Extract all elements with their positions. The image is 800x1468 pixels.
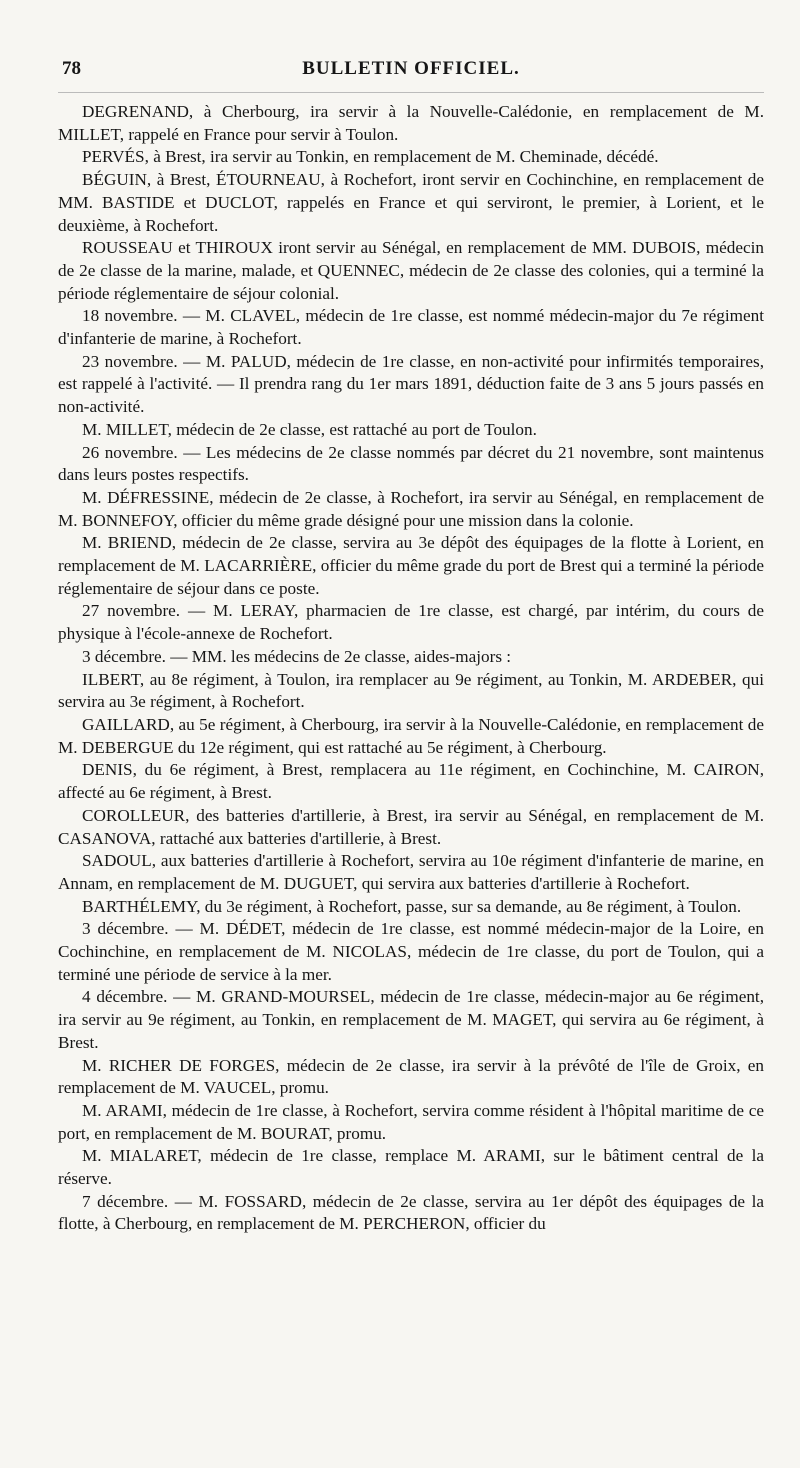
paragraph: BÉGUIN, à Brest, ÉTOURNEAU, à Rochefort, iront servir en Cochinchine, en remplacement de MM. BASTIDE et DUCLOT, rappelés en France et qui serviront, le premier, à Lorient, et le deuxième, à Rochefort. [58,170,764,235]
paragraph: COROLLEUR, des batteries d'artillerie, à Brest, ira servir au Sénégal, en remplacement de M. CASANOVA, rattaché aux batteries d'artillerie, à Brest. [58,805,764,848]
paragraph: 23 novembre. — M. PALUD, médecin de 1re classe, en non-activité pour infirmités temporaires, est rappelé à l'activité. — Il prendra rang du 1er mars 1891, déduction faite de 3 ans 5 jours passés en non-activité. [58,351,764,417]
running-title: BULLETIN OFFICIEL. [302,58,520,79]
paragraph: M. ARAMI, médecin de 1re classe, à Rochefort, servira comme résident à l'hôpital maritime de ce port, en remplacement de M. BOURAT, promu. [58,1100,764,1143]
paragraph: 27 novembre. — M. LERAY, pharmacien de 1re classe, est chargé, par intérim, du cours de physique à l'école-annexe de Rochefort. [58,601,764,644]
paragraph: 4 décembre. — M. GRAND-MOURSEL, médecin de 1re classe, médecin-major au 6e régiment, ira servir au 9e régiment, au Tonkin, en remplacement de M. MAGET, qui servira au 6e régiment, à Brest. [58,987,764,1052]
paragraph: GAILLARD, au 5e régiment, à Cherbourg, ira servir à la Nouvelle-Calédonie, en remplacement de M. DEBERGUE du 12e régiment, qui est rattaché au 5e régiment, à Cherbourg. [58,714,764,757]
paragraph: DENIS, du 6e régiment, à Brest, remplacera au 11e régiment, en Cochinchine, M. CAIRON, affecté au 6e régiment, à Brest. [58,760,764,803]
paragraph: M. MILLET, médecin de 2e classe, est rattaché au port de Toulon. [82,419,537,439]
paragraph: M. DÉFRESSINE, médecin de 2e classe, à Rochefort, ira servir au Sénégal, en remplacement de M. BONNEFOY, officier du même grade désigné pour une mission dans la colonie. [58,487,764,530]
paragraph: 18 novembre. — M. CLAVEL, médecin de 1re classe, est nommé médecin-major du 7e régiment d'infanterie de marine, à Rochefort. [58,306,764,349]
page-number: 78 [62,58,81,79]
paragraph: 3 décembre. — M. DÉDET, médecin de 1re classe, est nommé médecin-major de la Loire, en Cochinchine, en remplacement de M. NICOLAS, médecin de 1re classe, du port de Toulon, qui a terminé une période de service à la mer. [58,919,764,984]
body-text [58,101,764,1236]
paragraph: DEGRENAND, à Cherbourg, ira servir à la Nouvelle-Calédonie, en remplacement de M. MILLET, rappelé en France pour servir à Toulon. [58,102,764,144]
paragraph: M. BRIEND, médecin de 2e classe, servira au 3e dépôt des équipages de la flotte à Lorient, en remplacement de M. LACARRIÈRE, officier du même grade du port de Brest qui a terminé la période réglementaire de séjour dans ce poste. [58,533,764,598]
paragraph: ROUSSEAU et THIROUX iront servir au Sénégal, en remplacement de MM. DUBOIS, médecin de 2e classe de la marine, malade, et QUENNEC, médecin de 2e classe des colonies, qui a terminé la période réglementaire de séjour colonial. [58,238,764,303]
paragraph: BARTHÉLEMY, du 3e régiment, à Rochefort, passe, sur sa demande, au 8e régiment, à Toulon. [82,896,742,916]
paragraph: M. MIALARET, médecin de 1re classe, remplace M. ARAMI, sur le bâtiment central de la réserve. [58,1146,764,1189]
paragraph: 7 décembre. — M. FOSSARD, médecin de 2e classe, servira au 1er dépôt des équipages de la flotte, à Cherbourg, en remplacement de M. PERCHERON, officier du [58,1191,764,1234]
paragraph: PERVÉS, à Brest, ira servir au Tonkin, en remplacement de M. Cheminade, décédé. [82,147,659,167]
paragraph: ILBERT, au 8e régiment, à Toulon, ira remplacer au 9e régiment, au Tonkin, M. ARDEBER, qui servira au 3e régiment, à Rochefort. [58,669,764,712]
page-header [58,58,764,93]
paragraph: SADOUL, aux batteries d'artillerie à Rochefort, servira au 10e régiment d'infanterie de marine, en Annam, en remplacement de M. DUGUET, qui servira aux batteries d'artillerie à Rochefort. [58,851,764,893]
paragraph: 3 décembre. — MM. les médecins de 2e classe, aides-majors : [82,646,512,666]
paragraph: 26 novembre. — Les médecins de 2e classe nommés par décret du 21 novembre, sont maintenus dans leurs postes respectifs. [58,442,764,485]
paragraph: M. RICHER DE FORGES, médecin de 2e classe, ira servir à la prévôté de l'île de Groix, en remplacement de M. VAUCEL, promu. [58,1055,764,1098]
